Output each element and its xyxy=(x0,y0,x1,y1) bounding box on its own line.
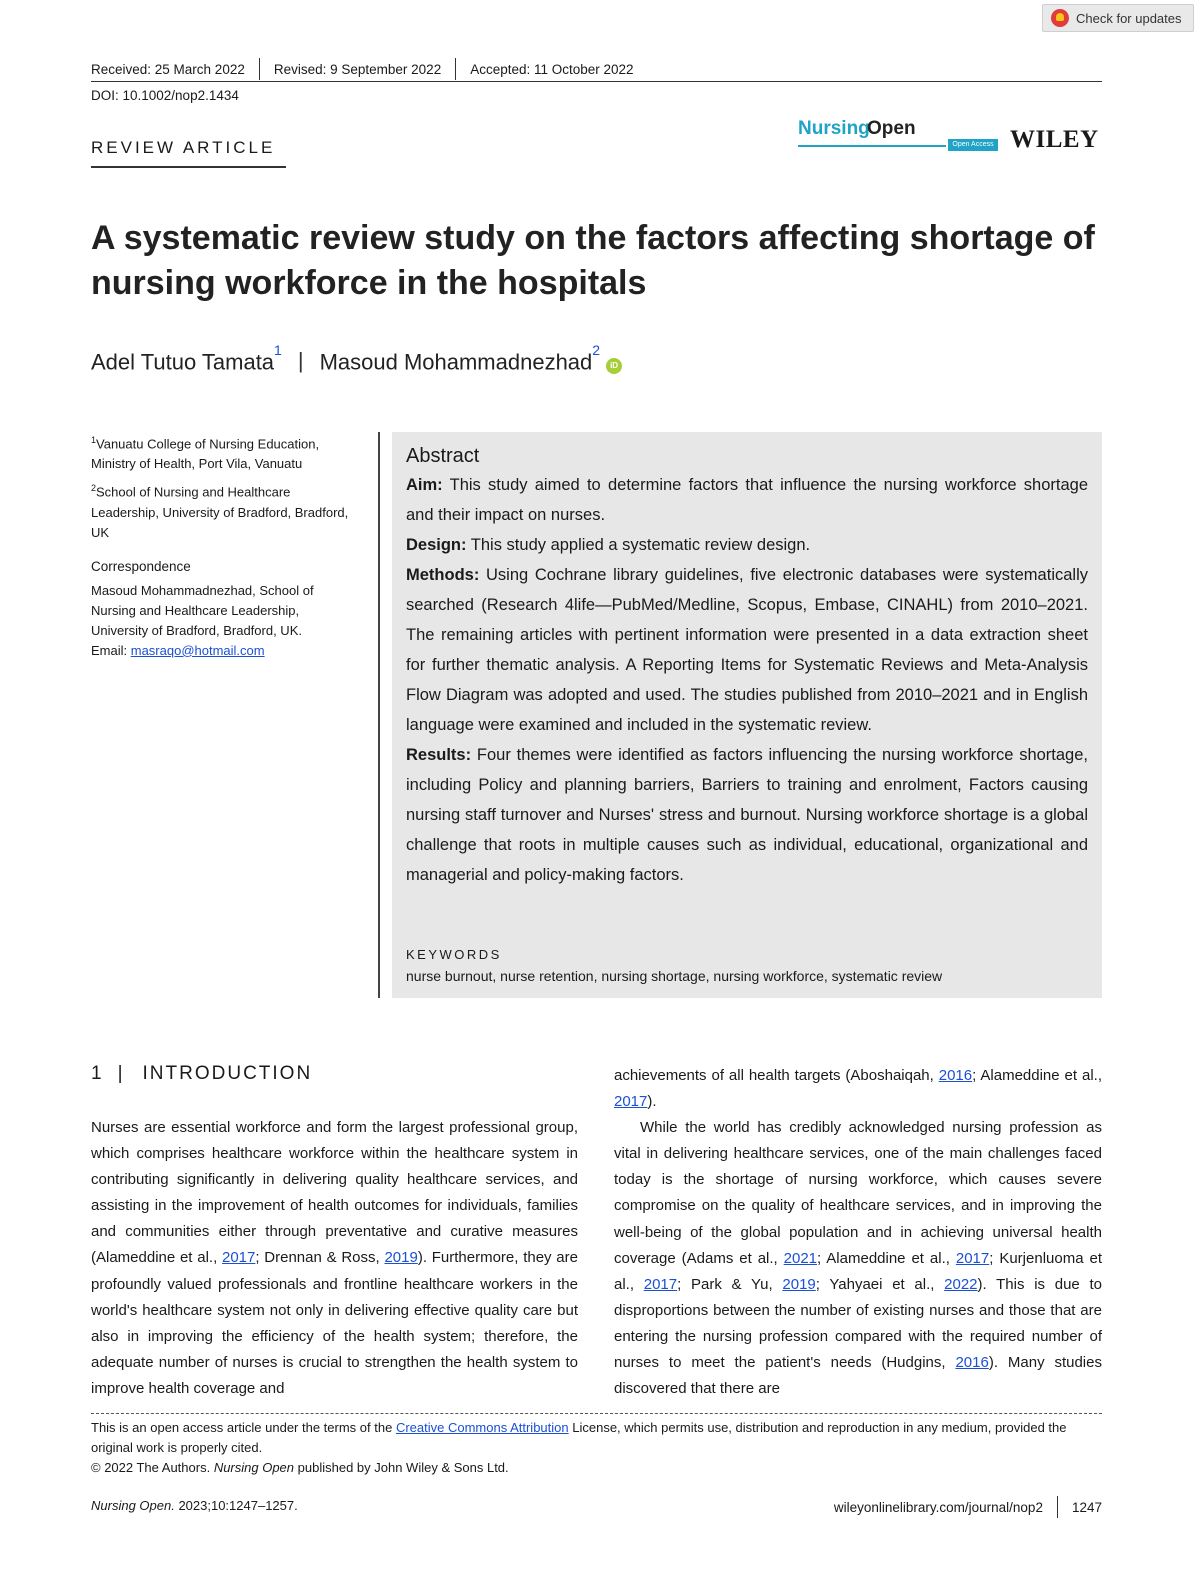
intro-paragraph-2: While the world has credibly acknowledged nursing profession as vital in delivering healthcare services, one of the main challenges faced today is the shortage of nursing workforce, which causes severe compromise on the quality of healthcare services, and in improving the well-being of the global population and in achieving universal health coverage (Adams et al., 2021; Alameddine et al., 2017; Kurjenluoma et al., 2017; Park & Yu, 2019; Yahyaei et al., 2022). This is due to disproportions between the number of existing nurses and those that are entering the nursing profession compared with the required number of nurses to meet the patient's needs (Hudgins, 2016). Many studies discovered that there are xyxy=(614,1119,1102,1398)
citation-link[interactable]: 2019 xyxy=(384,1249,418,1267)
nursing-open-logo xyxy=(798,118,1003,154)
article-title: A systematic review study on the factors affecting shortage of nursing workforce in the hospitals xyxy=(91,219,1095,302)
affiliation-1: $^1$Vanuatu College of Nursing Education, Ministry of Health, Port Vila, Vanuatu xyxy=(91,435,320,472)
citation-link[interactable]: 2016 xyxy=(955,1354,989,1372)
doi[interactable]: DOI: 10.1002/nop2.1434 xyxy=(91,88,239,103)
section-bar: | xyxy=(117,1063,125,1084)
correspondence-text: Masoud Mohammadnezhad, School of Nursing and Healthcare Leadership, University of Bradford, Bradford, UK. Email: masraqo@hotmail.com xyxy=(91,582,314,658)
author-1-affiliation[interactable]: 1 xyxy=(274,342,282,358)
license-text: This is an open access article under the terms of the Creative Commons Attribution License, which permits use, distribution and reproduction in any medium, provided the original work is properly cited. xyxy=(91,1420,1067,1455)
page-footer-right xyxy=(834,1496,1102,1518)
revised-date: Revised: 9 September 2022 xyxy=(273,61,442,77)
affiliation-2: $^2$School of Nursing and Healthcare Leadership, University of Bradford, Bradford, UK xyxy=(91,483,349,540)
article-type: REVIEW ARTICLE xyxy=(91,138,276,157)
footnote-rule xyxy=(91,1413,1102,1414)
abstract-aim: Aim: This study aimed to determine factors that influence the nursing workforce shortage and their impact on nurses. xyxy=(406,476,1088,524)
citation-link[interactable]: 2021 xyxy=(783,1249,818,1267)
header-rule xyxy=(91,81,1102,82)
intro-paragraph-1: Nurses are essential workforce and form the largest professional group, which comprises healthcare workforce within the healthcare system in contributing significantly in delivering quality healthcare services, and assisting in the improvement of health outcomes for individuals, families and communities either through preventative and curative measures (Alameddine et al., 2017; Drennan & Ross, 2019). Furthermore, they are profoundly valued professionals and frontline healthcare workers in the world's healthcare system not only in delivering effective quality care but also in improving the efficiency of the health system; therefore, the adequate number of nurses is crucial to strengthen the health system to improve health coverage and xyxy=(91,1119,578,1397)
citation-link[interactable]: 2017 xyxy=(955,1249,990,1267)
column-rule xyxy=(378,432,380,998)
section-number: 1 xyxy=(91,1063,104,1084)
citation-link[interactable]: 2017 xyxy=(643,1275,678,1293)
author-1[interactable]: Adel Tutuo Tamata$^1$ xyxy=(91,342,282,375)
accepted-date: Accepted: 11 October 2022 xyxy=(470,61,634,77)
citation-link[interactable]: 2022 xyxy=(944,1275,978,1293)
wiley-logo: WILEY xyxy=(1010,126,1099,153)
citation-link[interactable]: 2016 xyxy=(938,1067,973,1084)
logo-bar xyxy=(798,145,946,147)
keywords: nurse burnout, nurse retention, nursing shortage, nursing workforce, systematic review xyxy=(406,968,943,984)
citation-line: Nursing Open. 2023;10:1247–1257. xyxy=(91,1498,298,1513)
divider xyxy=(259,58,260,80)
journal-url[interactable]: wileyonlinelibrary.com/journal/nop2 xyxy=(833,1499,1043,1515)
intro-paragraph-1-cont: achievements of all health targets (Aboshaiqah, 2016; Alameddine et al., 2017). xyxy=(614,1067,1102,1111)
citation-link[interactable]: 2019 xyxy=(782,1275,816,1293)
received-date: Received: 25 March 2022 xyxy=(91,61,245,77)
author-2[interactable]: Masoud Mohammadnezhad$^2$ xyxy=(319,342,601,375)
license-link[interactable]: Creative Commons Attribution xyxy=(395,1420,569,1435)
author-2-affiliation[interactable]: 2 xyxy=(592,342,601,358)
check-for-updates-button[interactable] xyxy=(1042,4,1194,32)
publication-dates xyxy=(91,58,1102,80)
section-heading xyxy=(91,1063,312,1085)
page-number: 1247 xyxy=(1071,1499,1102,1515)
divider xyxy=(1057,1496,1058,1518)
email-link[interactable]: masraqo@hotmail.com xyxy=(130,642,265,658)
logo-open: Open xyxy=(867,118,916,139)
license-footnote xyxy=(91,1418,1102,1478)
affiliations xyxy=(91,430,356,665)
abstract-heading: Abstract xyxy=(406,445,480,467)
correspondence-heading: Correspondence xyxy=(91,558,191,574)
abstract-box xyxy=(392,432,1102,998)
author-list xyxy=(91,342,622,375)
author-separator: | xyxy=(297,348,304,373)
keywords-heading: KEYWORDS xyxy=(406,947,502,962)
article-type-underline xyxy=(91,166,286,168)
orcid-icon[interactable]: iD xyxy=(606,358,622,374)
check-for-updates-label: Check for updates xyxy=(1076,10,1182,26)
section-title: INTRODUCTION xyxy=(142,1063,313,1084)
citation-link[interactable]: 2017 xyxy=(614,1093,648,1111)
abstract-methods: Methods: Using Cochrane library guidelines, five electronic databases were systematically searched (Research 4life—PubMed/Medline, Scopus, Embase, CINAHL) from 2010–2021. The remaining articles with pertinent information were presented in a data extraction sheet for further thematic analysis. A Reporting Items for Systematic Reviews and Meta-Analysis Flow Diagram was adopted and used. The studies published from 2010–2021 and in English language were examined and included in the systematic review. xyxy=(406,566,1088,734)
crossmark-icon xyxy=(1051,9,1069,27)
body-column-right xyxy=(614,1063,1102,1402)
divider xyxy=(455,58,456,80)
open-access-badge: Open Access xyxy=(948,139,998,151)
logo-nursing: Nursing xyxy=(798,118,870,139)
abstract-results: Results: Four themes were identified as factors influencing the nursing workforce shortage, including Policy and planning barriers, Barriers to training and enrolment, Factors causing nursing staff turnover and Nurses' stress and burnout. Nursing workforce shortage is a global challenge that roots in multiple causes such as individual, educational, organizational and managerial and policy-making factors. xyxy=(406,746,1088,884)
citation-link[interactable]: 2017 xyxy=(222,1249,256,1267)
copyright-text: © 2022 The Authors. Nursing Open published by John Wiley & Sons Ltd. xyxy=(91,1460,509,1475)
body-column-left xyxy=(91,1115,578,1402)
abstract-design: Design: This study applied a systematic review design. xyxy=(406,536,811,554)
